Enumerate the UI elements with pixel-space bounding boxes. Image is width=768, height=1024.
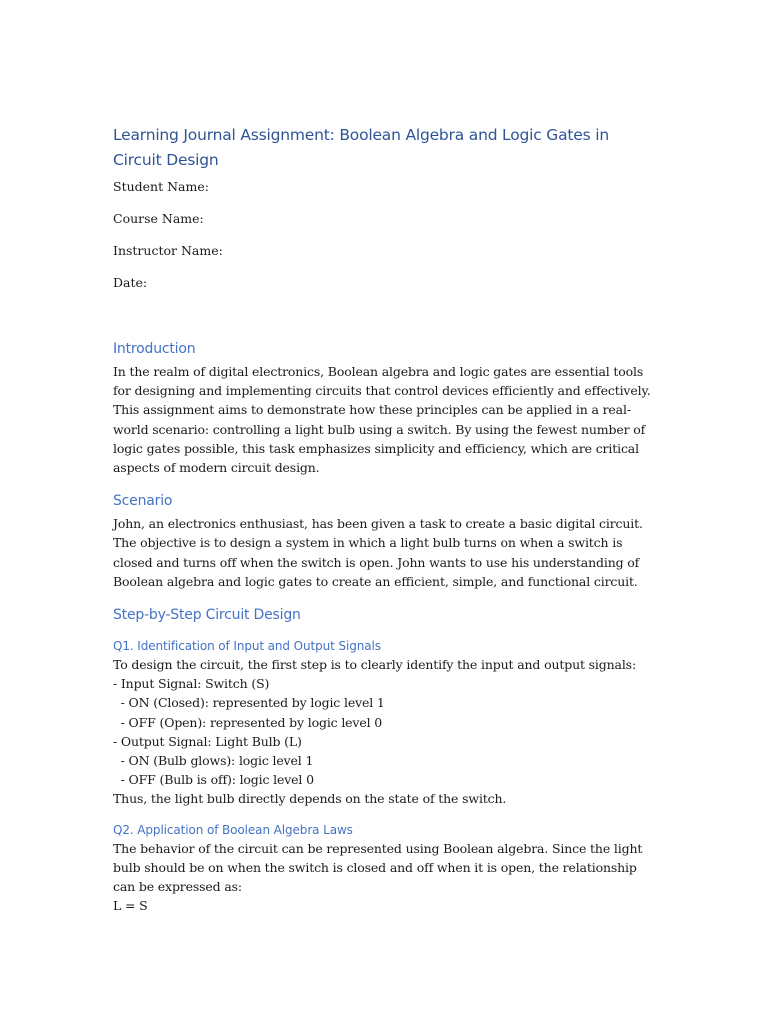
student-name-line: Student Name: — [113, 179, 209, 194]
q2-heading: Q2. Application of Boolean Algebra Laws — [113, 822, 353, 837]
scenario-heading: Scenario — [113, 493, 173, 510]
document-title: Learning Journal Assignment: Boolean Algebra and Logic Gates in Circuit Design — [113, 126, 609, 169]
course-name-line: Course Name: — [113, 211, 204, 226]
q1-line: - Input Signal: Switch (S) — [113, 676, 270, 692]
q2-body: The behavior of the circuit can be represented using Boolean algebra. Since the light bulb should be on when the switch is closed and off when it is open, the relationship can be expressed as: — [113, 840, 643, 895]
instructor-name-line: Instructor Name: — [113, 243, 223, 258]
introduction-section — [113, 339, 661, 477]
meta-block — [113, 178, 661, 291]
scenario-body: John, an electronics enthusiast, has been given a task to create a basic digital circuit. The objective is to design a system in which a light bulb turns on when a switch is closed and turns off when the switch is open. John wants to use his understanding of Boolean algebra and logic gates to create an efficient, simple, and functional circuit. — [113, 516, 643, 589]
steps-section — [113, 605, 661, 915]
q1-line: - ON (Closed): represented by logic level 1 — [113, 695, 385, 711]
q1-section — [113, 637, 661, 809]
introduction-heading: Introduction — [113, 341, 196, 357]
q1-line: - Output Signal: Light Bulb (L) — [113, 733, 302, 749]
q1-line: - OFF (Bulb is off): logic level 0 — [113, 772, 314, 788]
q1-line: - ON (Bulb glows): logic level 1 — [113, 753, 314, 769]
q2-section — [113, 821, 661, 916]
scenario-section — [113, 491, 661, 591]
document-page — [113, 123, 661, 915]
date-line: Date: — [113, 275, 148, 290]
q1-line: Thus, the light bulb directly depends on the state of the switch. — [113, 791, 507, 807]
q1-heading: Q1. Identification of Input and Output Signals — [113, 639, 381, 654]
q1-line: To design the circuit, the first step is to clearly identify the input and output signals: — [113, 657, 637, 673]
steps-heading: Step-by-Step Circuit Design — [113, 607, 301, 624]
q2-equation: L = S — [113, 898, 148, 914]
q1-line: - OFF (Open): represented by logic level 0 — [113, 714, 383, 730]
introduction-body: In the realm of digital electronics, Boolean algebra and logic gates are essential tools for designing and implementing circuits that control devices efficiently and effectively. This assignment aims to demonstrate how these principles can be applied in a real-world scenario: controlling a light bulb using a switch. By using the fewest number of logic gates possible, this task emphasizes simplicity and efficiency, which are critical aspects of modern circuit design. — [113, 364, 651, 476]
